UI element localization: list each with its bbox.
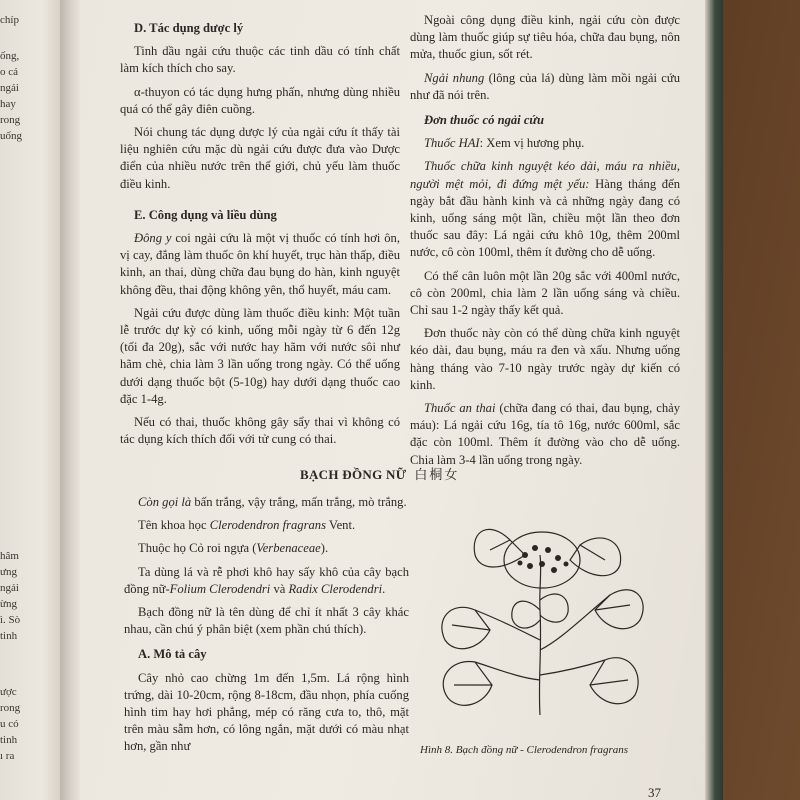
- left-page-text-fragment: tinh: [0, 734, 18, 746]
- paragraph: Nếu có thai, thuốc không gây sẩy thai vì không có tác dụng kích thích đối với tử cung có thai.: [120, 415, 400, 447]
- paragraph: Thuộc họ Cỏ roi ngựa (Verbenaceae).: [138, 541, 329, 556]
- heading-prescriptions: Đơn thuốc có ngải cứu: [424, 113, 544, 128]
- left-page-text-fragment: ừng: [0, 598, 17, 610]
- chinese-name: 白桐女: [414, 467, 460, 482]
- left-page-text-fragment: ưng: [0, 566, 17, 578]
- left-page-text-fragment: ược: [0, 686, 17, 698]
- paragraph: Đơn thuốc này còn có thể dùng chữa kinh nguyệt kéo dài, đau bụng, máu ra đen và xấu. Nhưng uống hàng tháng vào 7-10 ngày trước ngày dự kiến có kinh.: [410, 326, 680, 392]
- column-left-bottom: [124, 494, 409, 762]
- left-page-text-fragment: chíp: [0, 14, 19, 26]
- paragraph: Thuốc HAI: Xem vị hương phụ.: [424, 136, 585, 151]
- left-page-text-fragment: ngải: [0, 82, 19, 94]
- left-page-text-fragment: rong: [0, 702, 21, 714]
- left-page-text-fragment: ı ra: [0, 750, 15, 762]
- paragraph: α-thuyon có tác dụng hưng phấn, nhưng dùng nhiều quá có thể gây điên cuồng.: [120, 84, 400, 116]
- paragraph: Thuốc an thai (chữa đang có thai, đau bụng, chảy máu): Lá ngải cứu 16g, tía tô 16g, nước 600ml, sắc đặc còn 100ml. Thêm ít đường vào cho dễ uống. Chia làm 3-4 lần uống trong ngày.: [410, 401, 680, 467]
- paragraph: Tên khoa học Clerodendron fragrans Vent.: [138, 518, 356, 533]
- paragraph: Tinh dầu ngải cứu thuộc các tinh dầu có tính chất làm kích thích cho say.: [120, 44, 400, 76]
- left-page-text-fragment: o cá: [0, 66, 19, 78]
- page-number: 37: [648, 785, 661, 800]
- left-page-text-fragment: ngải: [0, 582, 19, 594]
- plant-illustration: [430, 500, 650, 720]
- left-page-text-fragment: uống: [0, 130, 22, 142]
- left-page-text-fragment: hâm: [0, 550, 19, 562]
- paragraph: Nói chung tác dụng dược lý của ngải cứu ít thấy tài liệu nghiên cứu mặc dù ngải cứu được đưa vào Dược điển của nhiều nước trên thế giới, chủ yếu làm thuốc điều kinh.: [120, 125, 400, 191]
- paragraph: Ta dùng lá và rễ phơi khô hay sấy khô của cây bạch đồng nữ-Folium Clerodendri và Radix Clerodendri.: [124, 564, 409, 596]
- paragraph: Cây nhỏ cao chừng 1m đến 1,5m. Lá rộng hình trứng, dài 10-20cm, rộng 8-18cm, đầu nhọn, phía cuống hình tim hay hơi phẳng, mép có răng cưa to, thô, mặt trên màu sẫm hơn, có lông ngắn, mặt dưới có màu nhạt hơn, gần như: [124, 670, 409, 754]
- heading-pharmacology: D. Tác dụng dược lý: [134, 21, 244, 35]
- paragraph: Ngải cứu được dùng làm thuốc điều kinh: Một tuần lễ trước dự kỳ có kinh, uống mỗi ngày từ 6 đến 12g (tối đa 20g), sắc với nước hay hãm với nước sôi như hãm chè, chia làm 3 lần uống trong ngày. Có thể uống dưới dạng thuốc bột (5-10g) hay dưới dạng thuốc cao đặc 1-4g.: [120, 305, 400, 406]
- heading-plant-description: A. Mô tả cây: [138, 647, 207, 662]
- left-page-edge: [0, 0, 60, 800]
- paragraph: Đông y coi ngải cứu là một vị thuốc có tính hơi ôn, vị cay, đắng làm thuốc ôn khí huyết, trục hàn thấp, điều kinh, an thai, dùng chữa đau bụng do hàn, kinh nguyệt không đều, thai động không yên, thổ huyết, máu cam.: [120, 231, 400, 297]
- paragraph: Thuốc chữa kinh nguyệt kéo dài, máu ra nhiều, người mệt mỏi, đi đứng mệt yếu: Hàng tháng đến ngày bắt đầu hành kinh và cả những ngày đang có kinh, uống sáng một lần, chiều một lần theo đơn thuốc sau đây: Lá ngải cứu khô 10g, thêm 200ml nước, cô còn 100ml, thêm ít đường cho dễ uống.: [410, 159, 680, 260]
- left-page-text-fragment: tinh: [0, 630, 18, 642]
- book-gutter: [60, 0, 80, 800]
- paragraph: Ngoài công dụng điều kinh, ngải cứu còn được dùng làm thuốc giúp sự tiêu hóa, chữa đau bụng, nôn mửa, thuốc giun, sốt rét.: [410, 13, 680, 62]
- paragraph: Còn gọi là bấn trắng, vậy trắng, mấn trắng, mò trắng.: [138, 495, 407, 509]
- book-page: [80, 0, 705, 800]
- section-title: BẠCH ĐỒNG NỮ 白桐女: [300, 467, 460, 482]
- left-page-text-fragment: u có: [0, 718, 19, 730]
- left-page-text-fragment: ì. Sò: [0, 614, 21, 626]
- book-cover-edge: [705, 0, 723, 800]
- column-left-top: [120, 12, 400, 454]
- paragraph: Ngải nhung (lông của lá) dùng làm mồi ngải cứu như đã nói trên.: [410, 70, 680, 102]
- paragraph: Bạch đồng nữ là tên dùng để chỉ ít nhất 3 cây khác nhau, cần chú ý phân biệt (xem phần chú thích).: [124, 605, 409, 637]
- heading-uses-dosage: E. Công dụng và liều dùng: [134, 207, 277, 222]
- left-page-text-fragment: ống,: [0, 50, 20, 62]
- column-right-top: [410, 12, 680, 475]
- left-page-text-fragment: hay: [0, 98, 16, 110]
- figure-caption: Hình 8. Bạch đồng nữ - Clerodendron fragrans: [420, 744, 629, 756]
- left-page-text-fragment: rong: [0, 114, 21, 126]
- paragraph: Có thể cân luôn một lần 20g sắc với 400ml nước, cô còn 200ml, chia làm 2 lần uống sáng và chiều. Chỉ sau 1-2 ngày thấy kết quả.: [410, 268, 680, 318]
